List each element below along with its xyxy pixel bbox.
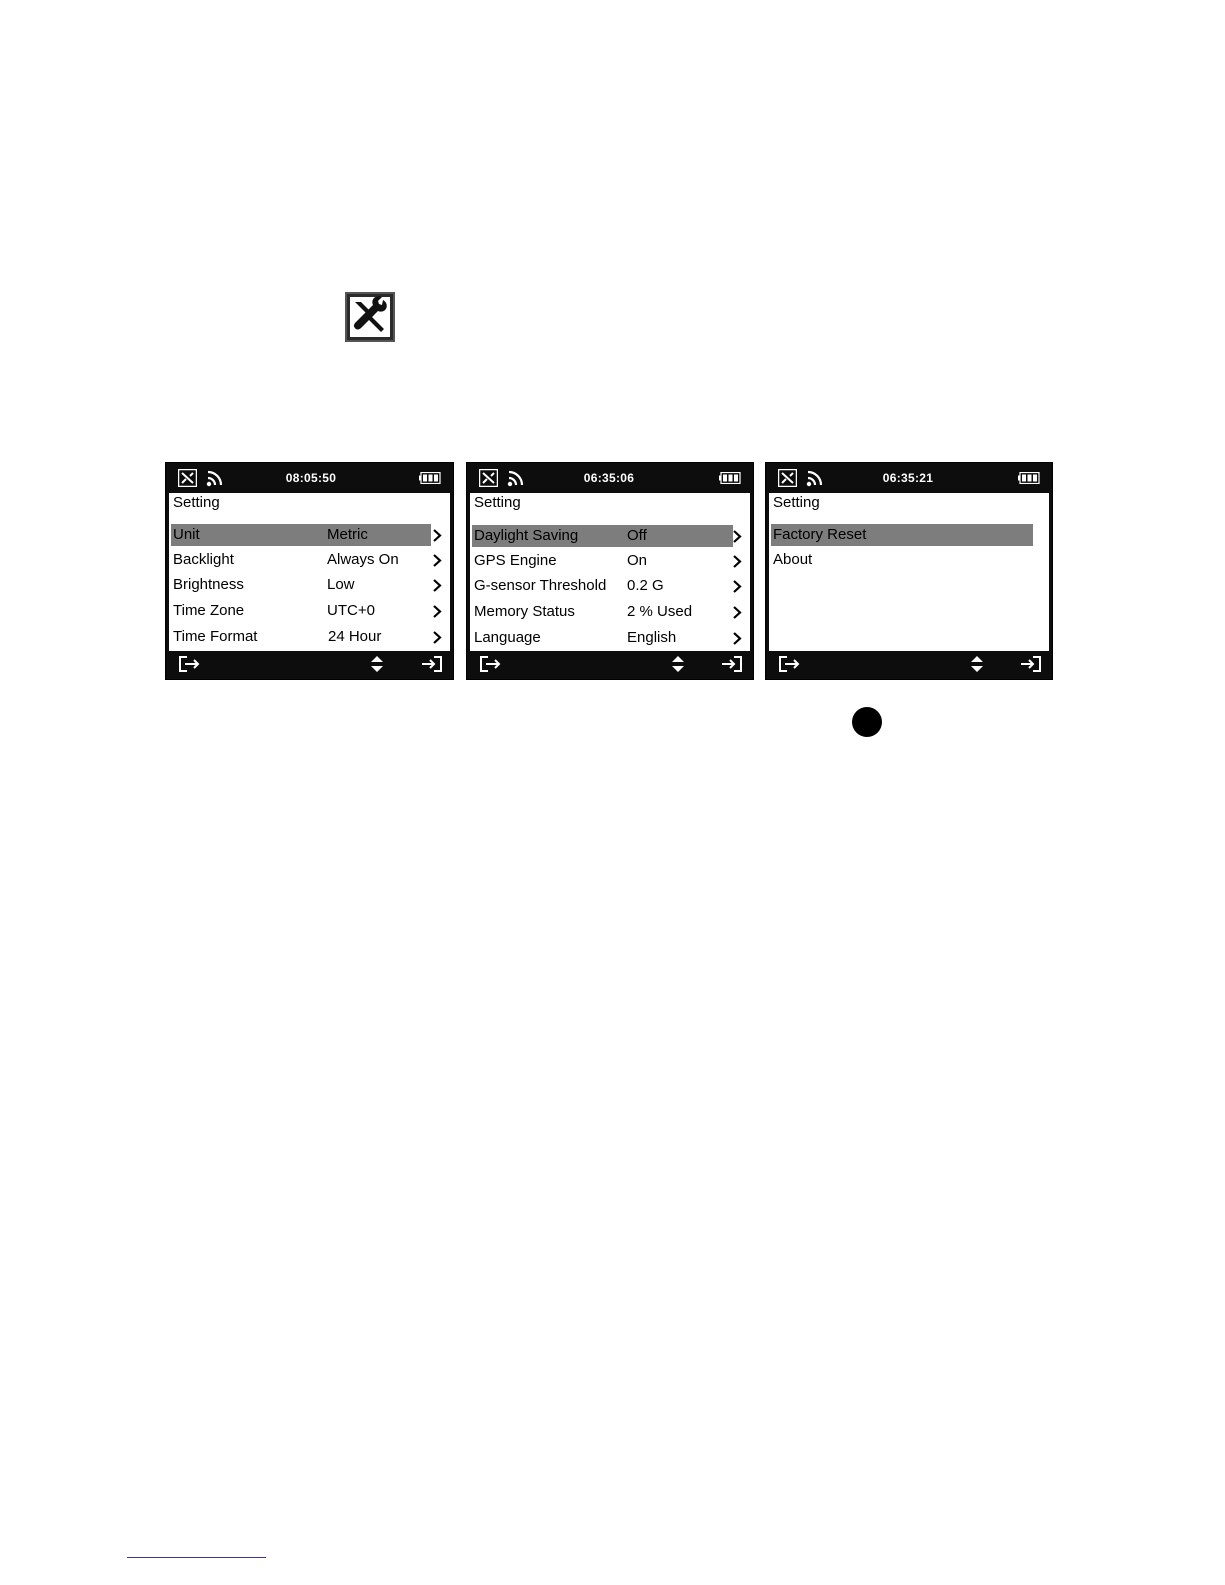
- chevron-right-icon: [433, 554, 442, 567]
- menu-item-unit[interactable]: [169, 524, 450, 546]
- menu-item-label: Factory Reset: [773, 526, 867, 543]
- menu-item-gps-engine[interactable]: [470, 550, 750, 572]
- chevron-right-icon: [433, 529, 442, 542]
- battery-icon: [1018, 472, 1040, 484]
- menu-item-factory-reset[interactable]: [769, 524, 1049, 546]
- battery-icon: [419, 472, 441, 484]
- menu-area: [470, 493, 750, 651]
- chevron-right-icon: [433, 579, 442, 592]
- menu-item-value: 24 Hour: [328, 628, 382, 645]
- enter-icon[interactable]: [721, 655, 743, 673]
- menu-item-label: G-sensor Threshold: [474, 577, 607, 594]
- exit-icon[interactable]: [479, 655, 501, 673]
- enter-icon[interactable]: [421, 655, 443, 673]
- exit-icon[interactable]: [178, 655, 200, 673]
- menu-title: Setting: [474, 494, 521, 511]
- menu-item-label: GPS Engine: [474, 552, 557, 569]
- menu-item-value: Always On: [327, 551, 399, 568]
- exit-icon[interactable]: [778, 655, 800, 673]
- menu-item-value: 0.2 G: [627, 577, 664, 594]
- menu-title: Setting: [173, 494, 220, 511]
- menu-item-value: On: [627, 552, 648, 569]
- rss-signal-icon: [507, 469, 525, 487]
- chevron-right-icon: [733, 555, 742, 568]
- selection-highlight: [171, 524, 431, 546]
- clock-time: 06:35:21: [882, 471, 934, 485]
- menu-item-label: Language: [474, 629, 541, 646]
- up-down-arrows-icon[interactable]: [971, 656, 983, 672]
- menu-item-value: Off: [627, 527, 647, 544]
- device-screen-1: [165, 462, 454, 680]
- softkey-bar: [766, 650, 1052, 679]
- menu-item-label: Unit: [173, 526, 200, 543]
- footnote-divider: [127, 1557, 266, 1558]
- callout-marker: [852, 707, 882, 737]
- menu-item-label: About: [773, 551, 813, 568]
- setting-tool-icon: [345, 292, 395, 342]
- enter-icon[interactable]: [1020, 655, 1042, 673]
- menu-item-label: Backlight: [173, 551, 234, 568]
- rss-signal-icon: [206, 469, 224, 487]
- menu-item-value: UTC+0: [327, 602, 375, 619]
- status-bar: [166, 463, 453, 493]
- chevron-right-icon: [733, 530, 742, 543]
- menu-item-about[interactable]: [769, 549, 1049, 571]
- device-screen-3: [765, 462, 1053, 680]
- up-down-arrows-icon[interactable]: [371, 656, 383, 672]
- menu-item-value: 2 % Used: [627, 603, 693, 620]
- wrench-screwdriver-icon: [479, 469, 498, 487]
- menu-item-daylight-saving[interactable]: [470, 525, 750, 547]
- menu-item-value: Low: [327, 576, 355, 593]
- menu-item-value: English: [627, 629, 677, 646]
- menu-area: [769, 493, 1049, 651]
- menu-item-brightness[interactable]: [169, 574, 450, 596]
- softkey-bar: [166, 650, 453, 679]
- menu-item-g-sensor-threshold[interactable]: [470, 575, 750, 597]
- menu-item-time-zone[interactable]: [169, 600, 450, 622]
- menu-item-backlight[interactable]: [169, 549, 450, 571]
- up-down-arrows-icon[interactable]: [672, 656, 684, 672]
- chevron-right-icon: [733, 606, 742, 619]
- menu-item-memory-status[interactable]: [470, 601, 750, 623]
- wrench-screwdriver-icon: [178, 469, 197, 487]
- device-screen-2: [466, 462, 754, 680]
- menu-item-label: Time Format: [173, 628, 258, 645]
- menu-item-language[interactable]: [470, 627, 750, 649]
- chevron-right-icon: [433, 605, 442, 618]
- chevron-right-icon: [733, 580, 742, 593]
- menu-item-value: Metric: [327, 526, 368, 543]
- menu-title: Setting: [773, 494, 820, 511]
- menu-item-time-format[interactable]: [169, 626, 450, 648]
- rss-signal-icon: [806, 469, 824, 487]
- chevron-right-icon: [733, 632, 742, 645]
- chevron-right-icon: [433, 631, 442, 644]
- softkey-bar: [467, 650, 753, 679]
- menu-area: [169, 493, 450, 651]
- battery-icon: [719, 472, 741, 484]
- clock-time: 08:05:50: [285, 471, 337, 485]
- menu-item-label: Brightness: [173, 576, 244, 593]
- status-bar: [766, 463, 1052, 493]
- clock-time: 06:35:06: [583, 471, 635, 485]
- menu-item-label: Daylight Saving: [474, 527, 579, 544]
- menu-item-label: Time Zone: [173, 602, 245, 619]
- wrench-screwdriver-icon: [778, 469, 797, 487]
- menu-item-label: Memory Status: [474, 603, 575, 620]
- status-bar: [467, 463, 753, 493]
